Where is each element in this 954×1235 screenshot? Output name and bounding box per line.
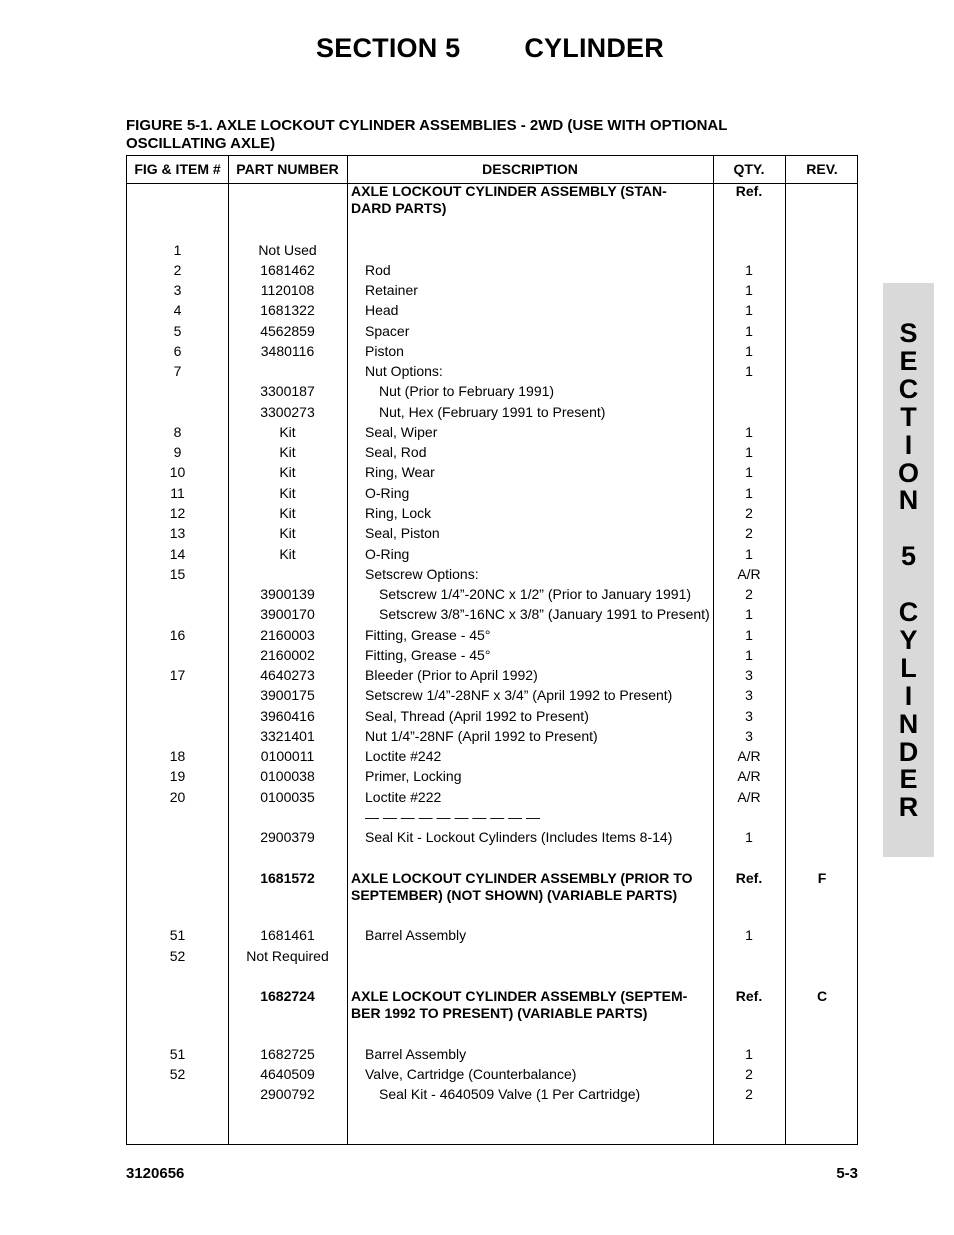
cell-qty: 2: [745, 525, 753, 541]
cell-rev: C: [816, 988, 828, 1004]
cell-part-number: 0100038: [260, 768, 315, 784]
section-tab-letter: E: [899, 345, 918, 376]
cell-description: Seal Kit - 4640509 Valve (1 Per Cartridge): [379, 1086, 641, 1102]
cell-qty: A/R: [737, 748, 761, 764]
cell-qty: Ref.: [735, 870, 763, 886]
header-qty: QTY.: [733, 161, 765, 177]
cell-part-number: 4640509: [260, 1066, 315, 1082]
section-tab-letter: N: [898, 708, 919, 739]
cell-part-number: 4640273: [260, 667, 315, 683]
cell-qty: 1: [745, 1046, 753, 1062]
cell-description: AXLE LOCKOUT CYLINDER ASSEMBLY (SEPTEM-: [351, 988, 688, 1004]
cell-part-number: 3900170: [260, 606, 315, 622]
cell-description: Setscrew 3/8”-16NC x 3/8” (January 1991 to Present): [379, 606, 710, 622]
cell-qty: 2: [745, 1066, 753, 1082]
cell-rev: F: [817, 870, 827, 886]
section-tab-letter: D: [898, 736, 919, 767]
cell-qty: 2: [745, 505, 753, 521]
section-tab-letter: S: [899, 318, 918, 348]
cell-part-number: Kit: [279, 444, 296, 460]
cell-fig-item: 5: [173, 323, 182, 339]
cell-qty: A/R: [737, 768, 761, 784]
cell-description: Nut, Hex (February 1991 to Present): [379, 404, 606, 420]
section-tab-letter: E: [899, 764, 918, 795]
cell-fig-item: 10: [169, 464, 186, 480]
cell-qty: 3: [745, 728, 753, 744]
cell-fig-item: 9: [173, 444, 182, 460]
cell-description: Nut (Prior to February 1991): [379, 383, 555, 399]
cell-qty: 1: [745, 343, 753, 359]
cell-description: Bleeder (Prior to April 1992): [365, 667, 538, 683]
cell-part-number: 2160003: [260, 627, 315, 643]
cell-fig-item: 2: [173, 262, 182, 278]
cell-description: Primer, Locking: [365, 768, 462, 784]
cell-qty: 1: [745, 464, 753, 480]
page-number: 5-3: [836, 1165, 858, 1182]
cell-qty: 1: [745, 546, 753, 562]
cell-part-number: 1682725: [260, 1046, 315, 1062]
cell-part-number: 1682724: [260, 988, 315, 1004]
cell-fig-item: 7: [173, 363, 182, 379]
cell-fig-item: 18: [169, 748, 186, 764]
cell-fig-item: 8: [173, 424, 182, 440]
cell-part-number: 0100035: [260, 789, 315, 805]
section-tab-letter: Y: [899, 624, 918, 655]
cell-part-number: Kit: [279, 525, 296, 541]
section-tab-letter: T: [900, 401, 917, 432]
cell-fig-item: 52: [169, 948, 186, 964]
cell-description: Loctite #222: [365, 789, 442, 805]
cell-description: Head: [365, 302, 399, 318]
section-tab-letter: O: [897, 457, 919, 488]
cell-description: Ring, Wear: [365, 464, 435, 480]
cell-description: Spacer: [365, 323, 410, 339]
section-tab: [883, 283, 934, 857]
cell-qty: 1: [745, 302, 753, 318]
cell-fig-item: 51: [169, 1046, 186, 1062]
cell-part-number: Kit: [279, 464, 296, 480]
section-name: CYLINDER: [524, 33, 664, 63]
cell-part-number: 0100011: [260, 748, 315, 764]
header-fig-item: FIG & ITEM #: [134, 161, 221, 177]
cell-part-number: Kit: [279, 485, 296, 501]
cell-part-number: Kit: [279, 424, 296, 440]
section-tab-letter: R: [898, 792, 919, 823]
cell-fig-item: 14: [169, 546, 186, 562]
cell-description: Rod: [365, 262, 391, 278]
cell-part-number: 3480116: [260, 343, 315, 359]
document-number: 3120656: [126, 1165, 185, 1182]
cell-description: Barrel Assembly: [365, 1046, 467, 1062]
cell-qty: 1: [745, 606, 753, 622]
cell-description: AXLE LOCKOUT CYLINDER ASSEMBLY (STAN-: [351, 183, 667, 199]
cell-fig-item: 51: [169, 927, 186, 943]
cell-fig-item: 1: [173, 242, 182, 258]
cell-description: Setscrew 1/4”-20NC x 1/2” (Prior to January 1991): [379, 586, 692, 602]
cell-description: Seal, Piston: [365, 525, 440, 541]
cell-description: O-Ring: [365, 546, 410, 562]
cell-part-number: 1681572: [260, 870, 315, 886]
cell-qty: 1: [745, 829, 753, 845]
cell-description: Setscrew Options:: [365, 566, 479, 582]
cell-qty: Ref.: [735, 183, 763, 199]
cell-description: Nut Options:: [365, 363, 443, 379]
cell-qty: 1: [745, 262, 753, 278]
cell-qty: 1: [745, 363, 753, 379]
cell-fig-item: 13: [169, 525, 186, 541]
section-tab-letter: C: [898, 597, 919, 627]
cell-qty: Ref.: [735, 988, 763, 1004]
cell-part-number: 1681462: [260, 262, 315, 278]
cell-qty: 1: [745, 927, 753, 943]
cell-description: Fitting, Grease - 45°: [365, 647, 491, 663]
cell-fig-item: 12: [169, 505, 186, 521]
cell-fig-item: 20: [169, 789, 186, 805]
cell-qty: A/R: [737, 789, 761, 805]
header-rev: REV.: [806, 161, 838, 177]
cell-qty: 1: [745, 424, 753, 440]
cell-description: Barrel Assembly: [365, 927, 467, 943]
header-part-number: PART NUMBER: [236, 161, 339, 177]
cell-description: AXLE LOCKOUT CYLINDER ASSEMBLY (PRIOR TO: [351, 870, 693, 886]
figure-title-line: FIGURE 5-1. AXLE LOCKOUT CYLINDER ASSEMBLIES - 2WD (USE WITH OPTIONAL: [126, 117, 728, 134]
cell-part-number: 2900792: [260, 1086, 315, 1102]
cell-description: SEPTEMBER) (NOT SHOWN) (VARIABLE PARTS): [351, 887, 678, 903]
header-description: DESCRIPTION: [482, 161, 578, 177]
cell-part-number: 1120108: [260, 282, 315, 298]
section-tab-letter: C: [898, 373, 919, 404]
cell-description: Seal, Rod: [365, 444, 427, 460]
cell-part-number: 3300273: [260, 404, 315, 420]
figure-title: [126, 117, 826, 153]
cell-qty: 1: [745, 485, 753, 501]
cell-description: Valve, Cartridge (Counterbalance): [365, 1066, 577, 1082]
cell-description: Seal, Wiper: [365, 424, 438, 440]
cell-part-number: 3900139: [260, 586, 315, 602]
cell-qty: 3: [745, 708, 753, 724]
cell-description: Seal Kit - Lockout Cylinders (Includes Items 8-14): [365, 829, 673, 845]
section-tab-letter: 5: [900, 541, 917, 572]
cell-part-number: 3960416: [260, 708, 315, 724]
cell-fig-item: 17: [169, 667, 186, 683]
cell-part-number: 3321401: [260, 728, 315, 744]
cell-fig-item: 16: [169, 627, 186, 643]
cell-description: Nut 1/4”-28NF (April 1992 to Present): [365, 728, 598, 744]
cell-fig-item: 6: [173, 343, 182, 359]
cell-qty: 1: [745, 444, 753, 460]
section-label: SECTION 5: [316, 33, 461, 63]
section-tab-letter: I: [904, 680, 913, 711]
cell-part-number: Not Required: [246, 948, 329, 964]
cell-qty: 2: [745, 586, 753, 602]
cell-qty: 3: [745, 667, 753, 683]
cell-description: Retainer: [365, 282, 418, 298]
section-tab-letter: I: [904, 429, 913, 460]
cell-part-number: 2900379: [260, 829, 315, 845]
parts-table: [126, 155, 858, 1145]
cell-fig-item: 3: [173, 282, 182, 298]
cell-qty: 1: [745, 323, 753, 339]
cell-part-number: Not Used: [258, 242, 317, 258]
cell-part-number: 1681322: [260, 302, 315, 318]
cell-description: Piston: [365, 343, 404, 359]
cell-description: — — — — — — — — — —: [365, 809, 541, 825]
cell-description: DARD PARTS): [351, 200, 447, 216]
cell-description: Ring, Lock: [365, 505, 432, 521]
cell-qty: 1: [745, 627, 753, 643]
cell-qty: 1: [745, 647, 753, 663]
cell-fig-item: 4: [173, 302, 182, 318]
cell-description: Seal, Thread (April 1992 to Present): [365, 708, 589, 724]
cell-part-number: 4562859: [260, 323, 315, 339]
cell-fig-item: 15: [169, 566, 186, 582]
cell-fig-item: 52: [169, 1066, 186, 1082]
cell-description: Loctite #242: [365, 748, 442, 764]
cell-description: O-Ring: [365, 485, 410, 501]
cell-qty: 2: [745, 1086, 753, 1102]
figure-title-line: OSCILLATING AXLE): [126, 135, 276, 152]
cell-qty: 3: [745, 687, 753, 703]
section-tab-letter: N: [898, 485, 919, 516]
cell-part-number: Kit: [279, 546, 296, 562]
cell-description: Setscrew 1/4”-28NF x 3/4” (April 1992 to Present): [365, 687, 673, 703]
cell-part-number: 1681461: [260, 927, 315, 943]
cell-description: Fitting, Grease - 45°: [365, 627, 491, 643]
section-tab-letter: L: [900, 652, 917, 683]
cell-fig-item: 11: [170, 485, 185, 501]
cell-part-number: Kit: [279, 505, 296, 521]
cell-part-number: 3900175: [260, 687, 315, 703]
cell-part-number: 2160002: [260, 647, 315, 663]
cell-part-number: 3300187: [260, 383, 315, 399]
section-heading: [0, 33, 954, 64]
cell-description: BER 1992 TO PRESENT) (VARIABLE PARTS): [351, 1005, 648, 1021]
cell-fig-item: 19: [169, 768, 186, 784]
cell-qty: 1: [745, 282, 753, 298]
cell-qty: A/R: [737, 566, 761, 582]
